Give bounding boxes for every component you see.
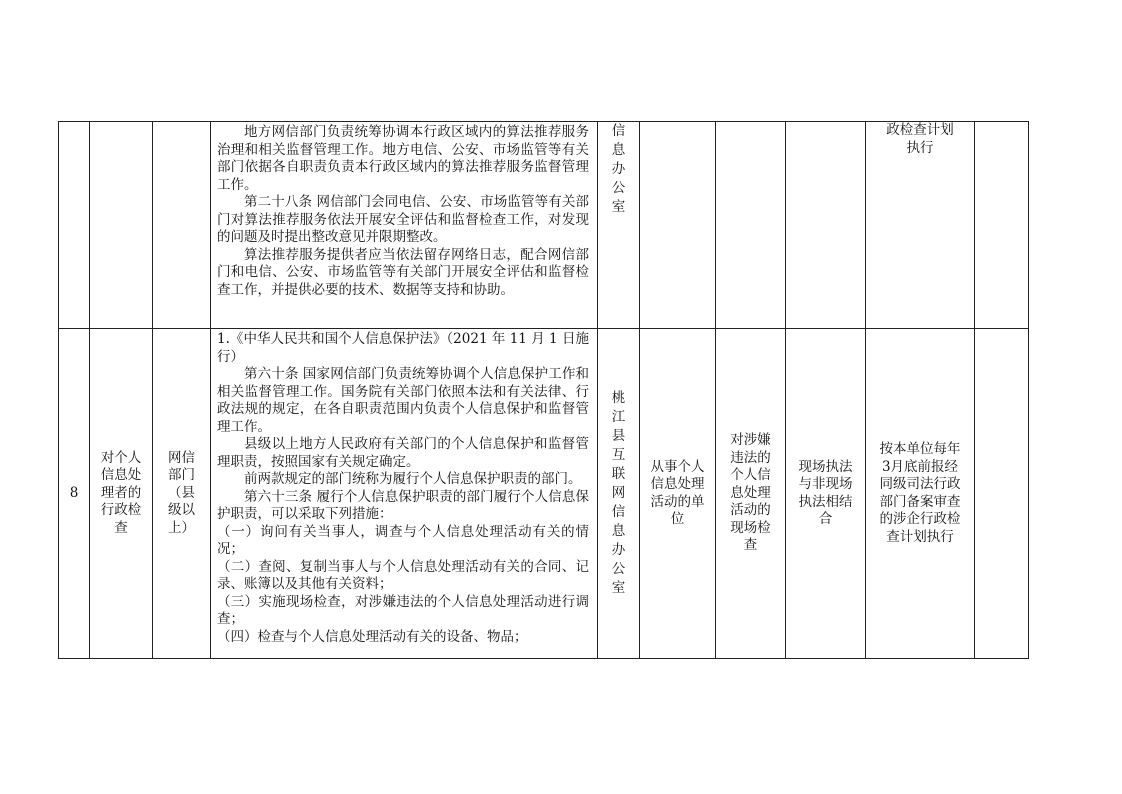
- law-item: （一）询问有关当事人，调查与个人信息处理活动有关的情况；: [217, 523, 589, 557]
- table-row-8: [59, 329, 1029, 659]
- cell-content: [716, 122, 786, 329]
- inspection-target: 从事个人信息处理活动的单位: [640, 329, 716, 659]
- cell-number: [59, 122, 90, 329]
- remark: [975, 329, 1029, 659]
- department: 网信部门（县级以上）: [153, 329, 211, 659]
- law-paragraph: 县级以上地方人民政府有关部门的个人信息保护和监督管理职责，按照国家有关规定确定。: [217, 436, 589, 470]
- cell-law-basis: [211, 122, 598, 329]
- law-basis: [211, 329, 598, 659]
- cell-method: [786, 122, 866, 329]
- cell-target: [640, 122, 716, 329]
- cell-basis: 政检查计划执行: [866, 122, 975, 329]
- law-paragraph: 第六十三条 履行个人信息保护职责的部门履行个人信息保护职责，可以采取下列措施：: [217, 488, 589, 522]
- inspection-item: 对个人信息处理者的行政检查: [90, 329, 153, 659]
- cell-remark: [975, 122, 1029, 329]
- inspection-content: 对涉嫌违法的个人信息处理活动的现场检查: [716, 329, 786, 659]
- law-paragraph: 第二十八条 网信部门会同电信、公安、市场监管等有关部门对算法推荐服务依法开展安全评估和监督检查工作，对发现的问题及时提出整改意见并限期整改。: [217, 194, 589, 245]
- office-name: 桃江县互联网信息办公室: [611, 390, 626, 596]
- inspection-basis: 按本单位每年3月底前报经同级司法行政部门备案审查的涉企行政检查计划执行: [866, 329, 975, 659]
- law-item: （二）查阅、复制当事人与个人信息处理活动有关的合同、记录、账簿以及其他有关资料；: [217, 558, 589, 592]
- office-name: 信息办公室: [611, 123, 626, 215]
- implementing-office: [598, 329, 640, 659]
- law-paragraph: 前两款规定的部门统称为履行个人信息保护职责的部门。: [244, 471, 582, 487]
- law-paragraph: 算法推荐服务提供者应当依法留存网络日志，配合网信部门和电信、公安、市场监管等有关部门开展安全评估和监督检查工作，并提供必要的技术、数据等支持和协助。: [217, 246, 589, 298]
- law-paragraph: 地方网信部门负责统筹协调本行政区域内的算法推荐服务治理和相关监督管理工作。地方电信、公安、市场监管等有关部门依据各自职责负责本行政区域内的算法推荐服务监督管理工作。: [217, 124, 589, 193]
- law-title: 1.《中华人民共和国个人信息保护法》（2021 年 11 月 1 日施行）: [217, 331, 589, 365]
- law-paragraph: 第六十条 国家网信部门负责统筹协调个人信息保护工作和相关监督管理工作。国务院有关部门依照本法和有关法律、行政法规的规定，在各自职责范围内负责个人信息保护和监督管理工作。: [217, 366, 589, 435]
- cell-item: [90, 122, 153, 329]
- row-number: 8: [59, 329, 90, 659]
- inspection-table: [58, 121, 1029, 659]
- cell-department: [153, 122, 211, 329]
- table-row-continued: [59, 122, 1029, 329]
- inspection-method: 现场执法与非现场执法相结合: [786, 329, 866, 659]
- law-item: （三）实施现场检查，对涉嫌违法的个人信息处理活动进行调查；: [217, 593, 589, 627]
- cell-office: [598, 122, 640, 329]
- law-item: （四）检查与个人信息处理活动有关的设备、物品；: [217, 628, 528, 645]
